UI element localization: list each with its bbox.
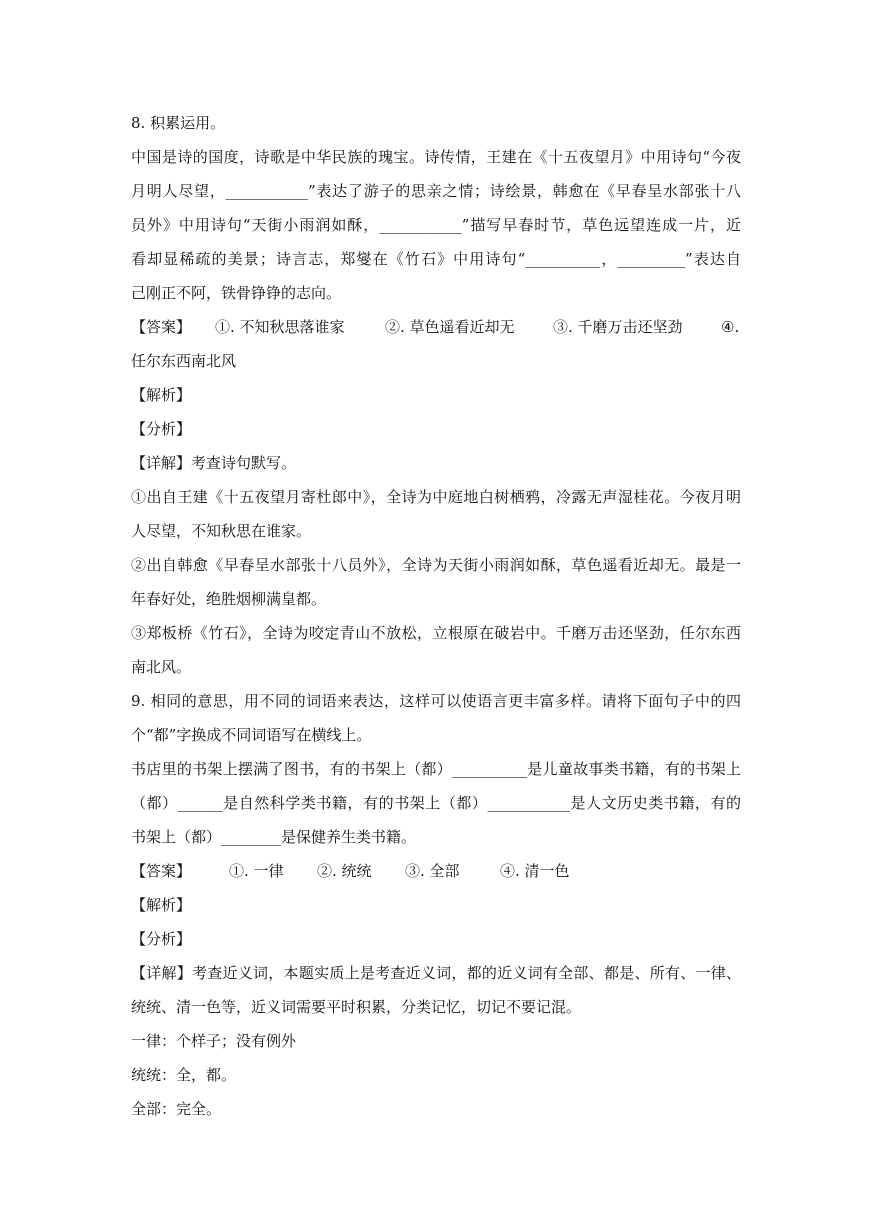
answer-item: ②. 草色遥看近却无 (385, 318, 515, 336)
q8-note-line: 南北风。 (131, 658, 192, 676)
q9-definition: 统统：全，都。 (131, 1066, 237, 1084)
q9-definition: 全部：完全。 (131, 1100, 222, 1118)
q9-title-line: 9. 相同的意思，用不同的词语来表达，这样可以使语言更丰富多样。请将下面句子中的四 (131, 692, 741, 710)
q9-answer-row (131, 861, 741, 881)
answer-label: 【答案】 (131, 862, 192, 880)
q8-detail: 【详解】考查诗句默写。 (131, 454, 297, 472)
answer-item: ②. 统统 (317, 862, 372, 880)
q8-answer-continued: 任尔东西南北风 (131, 352, 237, 370)
q9-detail-line: 【详解】考查近义词，本题实质上是考查近义词，都的近义词有全部、都是、所有、一律、 (131, 964, 741, 982)
q8-answer-row (131, 317, 741, 337)
answer-item: ①. 一律 (229, 862, 284, 880)
q8-text-line: 中国是诗的国度，诗歌是中华民族的瑰宝。诗传情，王建在《十五夜望月》中用诗句“今夜 (131, 148, 741, 166)
q8-title: 8. 积累运用。 (131, 114, 226, 132)
q9-definition: 一律：个样子；没有例外 (131, 1032, 297, 1050)
q9-detail-line: 统统、清一色等，近义词需要平时积累，分类记忆，切记不要记混。 (131, 998, 582, 1016)
q8-note-line: ③郑板桥《竹石》，全诗为咬定青山不放松，立根原在破岩中。千磨万击还坚劲，任尔东西 (131, 624, 741, 642)
q9-body-line: 书店里的书架上摆满了图书，有的书架上（都）__________是儿童故事类书籍，有的书架上 (131, 760, 741, 778)
answer-item: ④. (721, 318, 740, 336)
q9-body-line: 书架上（都）________是保健养生类书籍。 (131, 828, 417, 846)
q8-text-line: 己刚正不阿，铁骨铮铮的志向。 (131, 284, 342, 302)
q9-title-line: 个“都”字换成不同词语写在横线上。 (131, 726, 372, 744)
q8-note-line: ②出自韩愈《早春呈水部张十八员外》，全诗为天街小雨润如酥，草色遥看近却无。最是一 (131, 556, 741, 574)
q8-fenxi-heading: 【分析】 (131, 420, 192, 438)
q8-text-line: 看却显稀疏的美景；诗言志，郑燮在《竹石》中用诗句“__________，_________”表达自 (131, 250, 741, 268)
q8-jiexi-heading: 【解析】 (131, 386, 192, 404)
answer-item: ③. 全部 (405, 862, 460, 880)
answer-item: ①. 不知秋思落谁家 (215, 318, 345, 336)
q8-note-line: ①出自王建《十五夜望月寄杜郎中》，全诗为中庭地白树栖鸦，冷露无声湿桂花。今夜月明 (131, 488, 741, 506)
q8-note-line: 年春好处，绝胜烟柳满皇都。 (131, 590, 327, 608)
q9-fenxi-heading: 【分析】 (131, 930, 192, 948)
answer-label: 【答案】 (131, 318, 192, 336)
answer-item: ③. 千磨万击还坚劲 (553, 318, 683, 336)
q9-jiexi-heading: 【解析】 (131, 896, 192, 914)
q9-body-line: （都）______是自然科学类书籍，有的书架上（都）___________是人文历史类书籍，有的 (131, 794, 741, 812)
q8-text-line: 月明人尽望，___________”表达了游子的思亲之情；诗绘景，韩愈在《早春呈水部张十八 (131, 182, 741, 200)
answer-item: ④. 清一色 (500, 862, 570, 880)
q8-text-line: 员外》中用诗句“天街小雨润如酥，___________”描写早春时节，草色远望连成一片，近 (131, 216, 741, 234)
q8-note-line: 人尽望，不知秋思在谁家。 (131, 522, 312, 540)
